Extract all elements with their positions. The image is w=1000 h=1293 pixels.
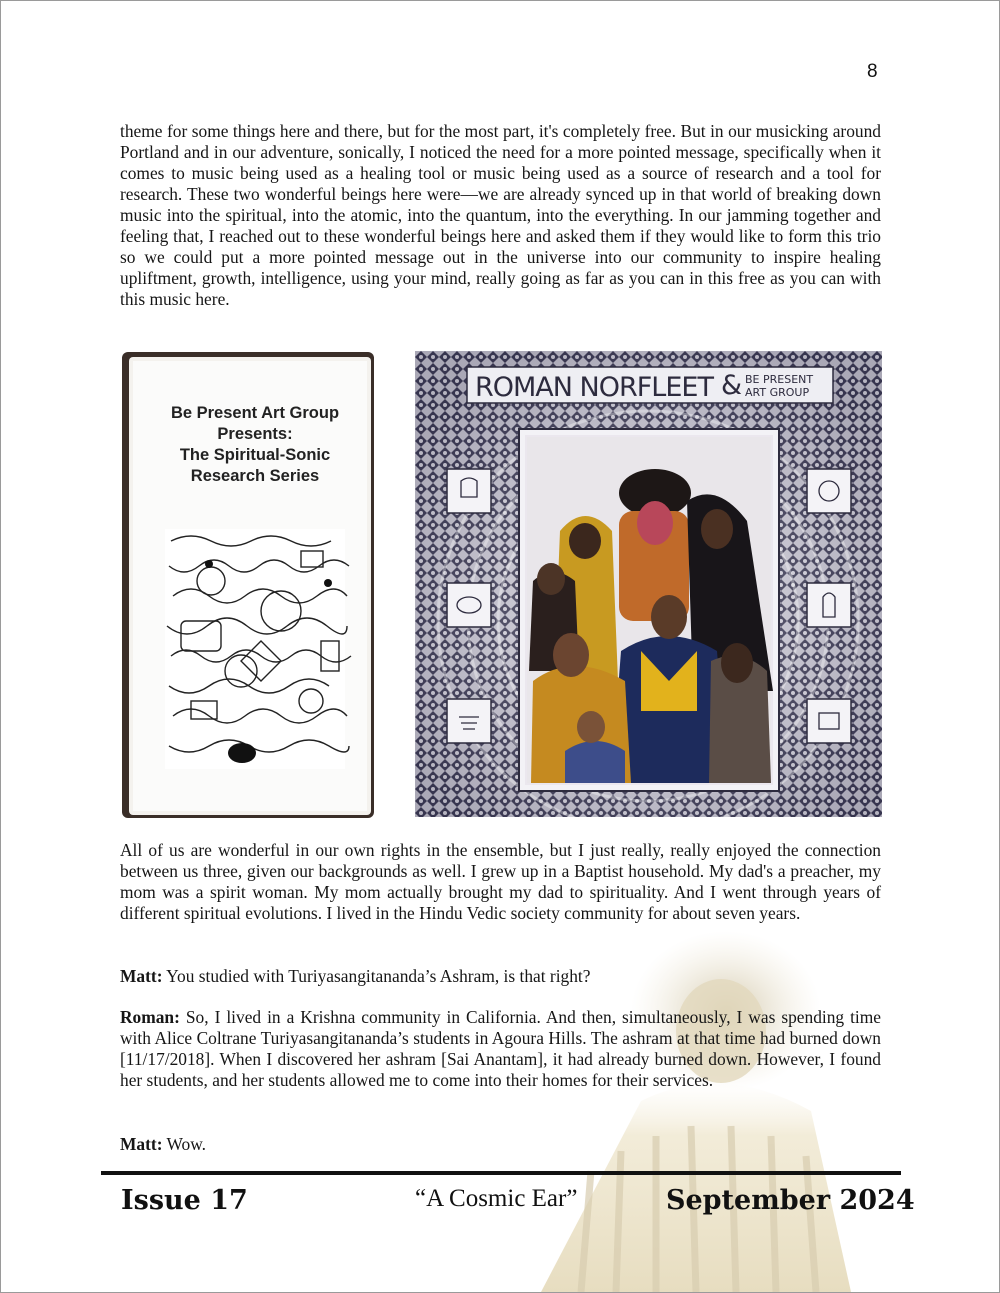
- cassette-photo: [121, 351, 375, 819]
- dialogue-matt-question: [120, 966, 881, 987]
- paragraph-intro: theme for some things here and there, but for the most part, it's completely free. But in our musicking around Portland and in our adventure, sonically, I noticed the need for a more pointed message, specifically when it comes to music being used as a healing tool or music being used as a source of research and a tool for research. These two wonderful beings here were—we are already synced up in that world of breaking down music into the spiritual, into the atomic, into the quantum, into the everything. In our jamming together and feeling that, I reached out to these wonderful beings here and asked them if they would like to form this trio so we could put a more pointed message out in the universe into our community to inspire healing upliftment, growth, intelligence, using your mind, really going as far as you can in this free as you can with this music here.: [120, 121, 881, 309]
- cassette-title-line-4: Research Series: [190, 467, 320, 485]
- footer-issue: Issue 17: [121, 1185, 248, 1216]
- band-photo: [527, 437, 773, 783]
- doodle-artwork: [165, 529, 351, 769]
- cover-group-line-1: BE PRESENT: [745, 373, 814, 386]
- cassette-title-line-3: The Spiritual-Sonic: [179, 446, 331, 464]
- speaker-name: Matt:: [120, 1134, 163, 1154]
- dialogue-text: So, I lived in a Krishna community in California. And then, simultaneously, I was spending time with Alice Coltrane Turiyasangitananda’s students in Agoura Hills. The ashram at that time had burned down [11/17/2018]. When I discovered her ashram [Sai Anantam], it had already burned down. However, I found her students, and her students allowed me to come into their homes for their services.: [120, 1007, 881, 1090]
- footer-date: September 2024: [666, 1185, 915, 1216]
- dialogue-text: You studied with Turiyasangitananda’s Ashram, is that right?: [162, 966, 591, 986]
- cover-group-line-2: ART GROUP: [745, 386, 810, 399]
- dialogue-matt-reply: [120, 1134, 881, 1155]
- cover-artist-name: ROMAN NORFLEET: [475, 372, 713, 403]
- dialogue-roman-answer: [120, 1007, 881, 1091]
- speaker-name: Matt:: [120, 966, 163, 986]
- paragraph-background: All of us are wonderful in our own rights in the ensemble, but I just really, really enjoyed the connection between us three, given our backgrounds as well. I grew up in a Baptist household. My dad's a preacher, my mom was a spirit woman. My mom actually brought my dad to spirituality. And I went through years of different spiritual evolutions. I lived in the Hindu Vedic society community for about seven years.: [120, 840, 881, 923]
- speaker-name: Roman:: [120, 1007, 180, 1027]
- footer-rule: [101, 1171, 901, 1175]
- cassette-title-line-2: Presents:: [217, 425, 293, 443]
- cover-ampersand: &: [721, 370, 742, 401]
- footer-issue-title: “A Cosmic Ear”: [415, 1185, 578, 1212]
- page-number: 8: [867, 61, 878, 82]
- dialogue-text: Wow.: [162, 1134, 207, 1154]
- album-cover-image: [415, 351, 882, 817]
- cassette-title-line-1: Be Present Art Group: [170, 404, 340, 422]
